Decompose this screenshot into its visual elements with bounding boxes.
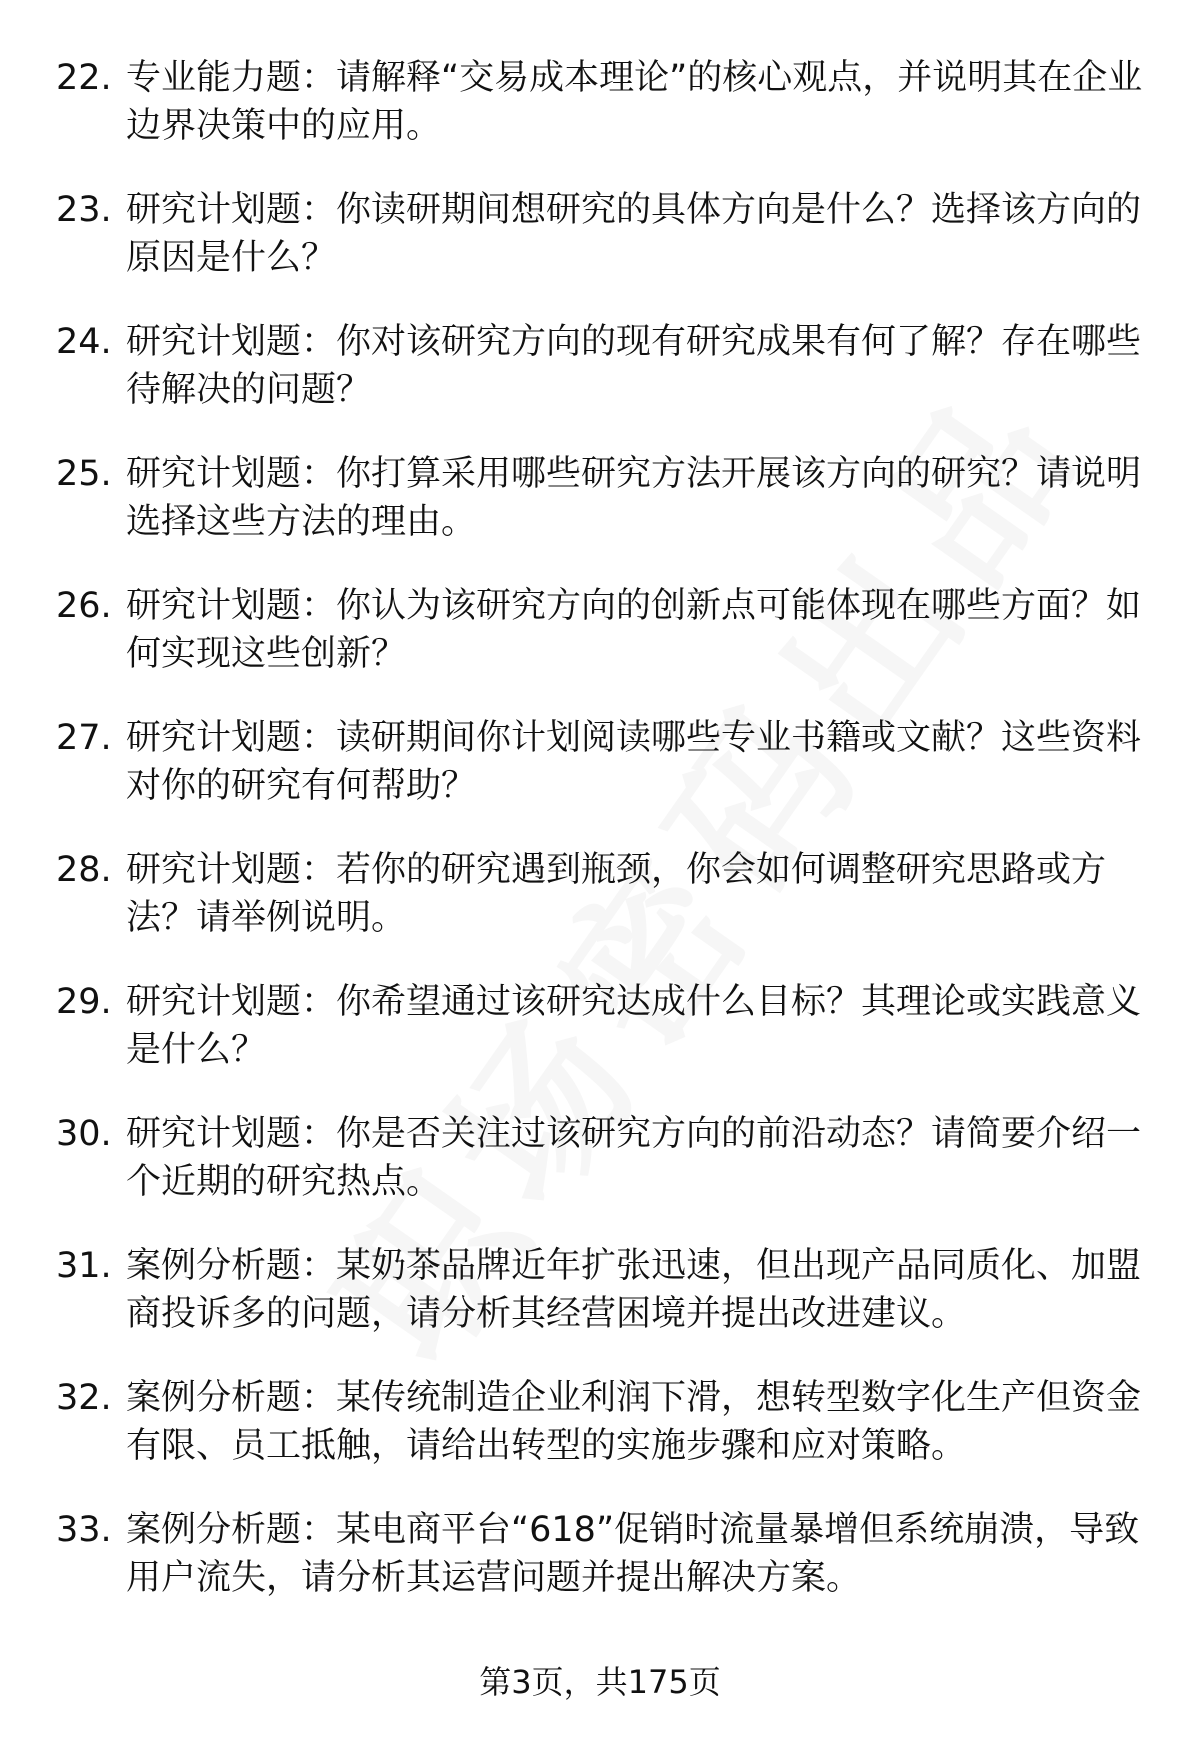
question-item [0, 54, 1200, 154]
page-footer [0, 1662, 1200, 1702]
question-item [0, 846, 1200, 946]
question-number: 28. [56, 850, 112, 890]
question-item [0, 450, 1200, 550]
question-text: 研究计划题：你希望通过该研究达成什么目标？其理论或实践意义是什么？ [126, 982, 1142, 1070]
question-text: 研究计划题：若你的研究遇到瓶颈，你会如何调整研究思路或方法？请举例说明。 [126, 850, 1107, 938]
question-text: 研究计划题：你认为该研究方向的创新点可能体现在哪些方面？如何实现这些创新？ [126, 586, 1142, 674]
question-text: 案例分析题：某传统制造企业利润下滑，想转型数字化生产但资金有限、员工抵触，请给出转型的实施步骤和应对策略。 [126, 1378, 1142, 1466]
question-text: 专业能力题：请解释“交易成本理论”的核心观点，并说明其在企业边界决策中的应用。 [126, 58, 1143, 146]
question-number: 33. [56, 1510, 112, 1550]
question-item [0, 1374, 1200, 1474]
question-item [0, 978, 1200, 1078]
question-number: 23. [56, 190, 112, 230]
question-item [0, 714, 1200, 814]
question-list [0, 54, 1200, 1638]
question-item [0, 1506, 1200, 1606]
question-number: 22. [56, 58, 112, 98]
question-number: 25. [56, 454, 112, 494]
question-number: 31. [56, 1246, 112, 1286]
question-item [0, 186, 1200, 286]
question-text: 研究计划题：你是否关注过该研究方向的前沿动态？请简要介绍一个近期的研究热点。 [126, 1114, 1142, 1202]
question-number: 29. [56, 982, 112, 1022]
question-text: 案例分析题：某奶茶品牌近年扩张迅速，但出现产品同质化、加盟商投诉多的问题，请分析其经营困境并提出改进建议。 [126, 1246, 1142, 1334]
question-item [0, 582, 1200, 682]
question-item [0, 318, 1200, 418]
question-text: 案例分析题：某电商平台“618”促销时流量暴增但系统崩溃，导致用户流失，请分析其运营问题并提出解决方案。 [126, 1510, 1140, 1598]
question-number: 26. [56, 586, 112, 626]
question-text: 研究计划题：你打算采用哪些研究方法开展该方向的研究？请说明选择这些方法的理由。 [126, 454, 1142, 542]
question-number: 27. [56, 718, 112, 758]
question-number: 30. [56, 1114, 112, 1154]
question-item [0, 1242, 1200, 1342]
question-text: 研究计划题：你对该研究方向的现有研究成果有何了解？存在哪些待解决的问题？ [126, 322, 1142, 410]
question-text: 研究计划题：读研期间你计划阅读哪些专业书籍或文献？这些资料对你的研究有何帮助？ [126, 718, 1142, 806]
page-number-label: 第3页，共175页 [479, 1663, 721, 1701]
question-number: 32. [56, 1378, 112, 1418]
question-text: 研究计划题：你读研期间想研究的具体方向是什么？选择该方向的原因是什么？ [126, 190, 1142, 278]
question-item [0, 1110, 1200, 1210]
question-number: 24. [56, 322, 112, 362]
